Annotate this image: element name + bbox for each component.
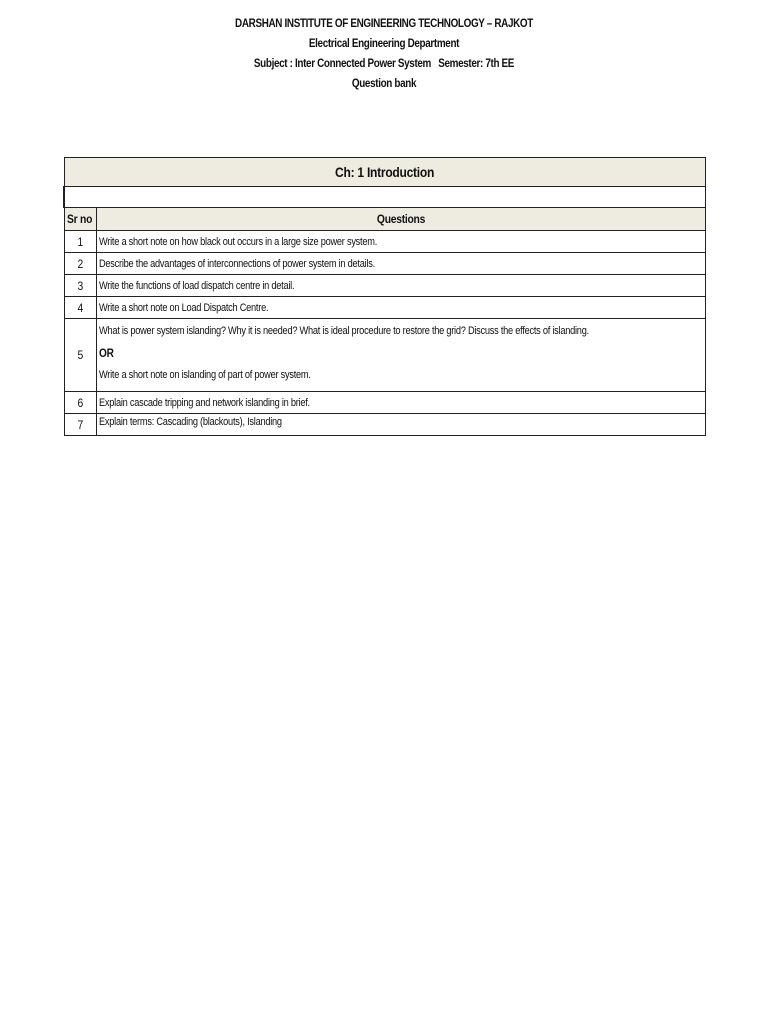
question-cell — [96, 319, 705, 392]
chapter-title-row — [64, 158, 705, 187]
document-header — [54, 14, 714, 94]
question-text: Write a short note on islanding of part of power system. — [98, 369, 311, 381]
table-row — [64, 319, 705, 392]
table-row — [64, 231, 705, 253]
question-cell: Describe the advantages of interconnections of power system in details. — [96, 253, 705, 275]
question-cell: Write a short note on how black out occurs in a large size power system. — [96, 231, 705, 253]
table-row — [64, 275, 705, 297]
sr-no-cell: 2 — [64, 253, 96, 275]
questions-header: Questions — [96, 208, 705, 231]
question-table — [63, 157, 706, 436]
institute-name: DARSHAN INSTITUTE OF ENGINEERING TECHNOLOGY – RAJKOT — [235, 18, 533, 30]
table-row — [64, 392, 705, 414]
sr-no-cell: 7 — [64, 414, 96, 436]
question-cell: Explain terms: Cascading (blackouts), Islanding — [96, 414, 705, 436]
document-type: Question bank — [351, 78, 417, 90]
subject-line: Subject : Inter Connected Power System Semester: 7th EE — [253, 58, 515, 70]
question-cell: Explain cascade tripping and network islanding in brief. — [96, 392, 705, 414]
question-text: What is power system islanding? Why it is needed? What is ideal procedure to restore the grid? Discuss the effects of islanding. — [98, 325, 589, 337]
sr-no-cell: 5 — [64, 319, 96, 392]
table-row — [64, 253, 705, 275]
blank-row — [64, 187, 705, 208]
sr-no-header: Sr no — [64, 208, 96, 231]
question-cell: Write the functions of load dispatch centre in detail. — [96, 275, 705, 297]
sr-no-cell: 6 — [64, 392, 96, 414]
sr-no-cell: 1 — [64, 231, 96, 253]
question-cell: Write a short note on Load Dispatch Centre. — [96, 297, 705, 319]
table-row — [64, 414, 705, 436]
table-header-row — [64, 208, 705, 231]
department-name: Electrical Engineering Department — [308, 38, 460, 50]
sr-no-cell: 3 — [64, 275, 96, 297]
or-label: OR — [98, 346, 114, 360]
chapter-title: Ch: 1 Introduction — [64, 158, 705, 187]
blank-cell — [64, 187, 705, 208]
sr-no-cell: 4 — [64, 297, 96, 319]
table-row — [64, 297, 705, 319]
